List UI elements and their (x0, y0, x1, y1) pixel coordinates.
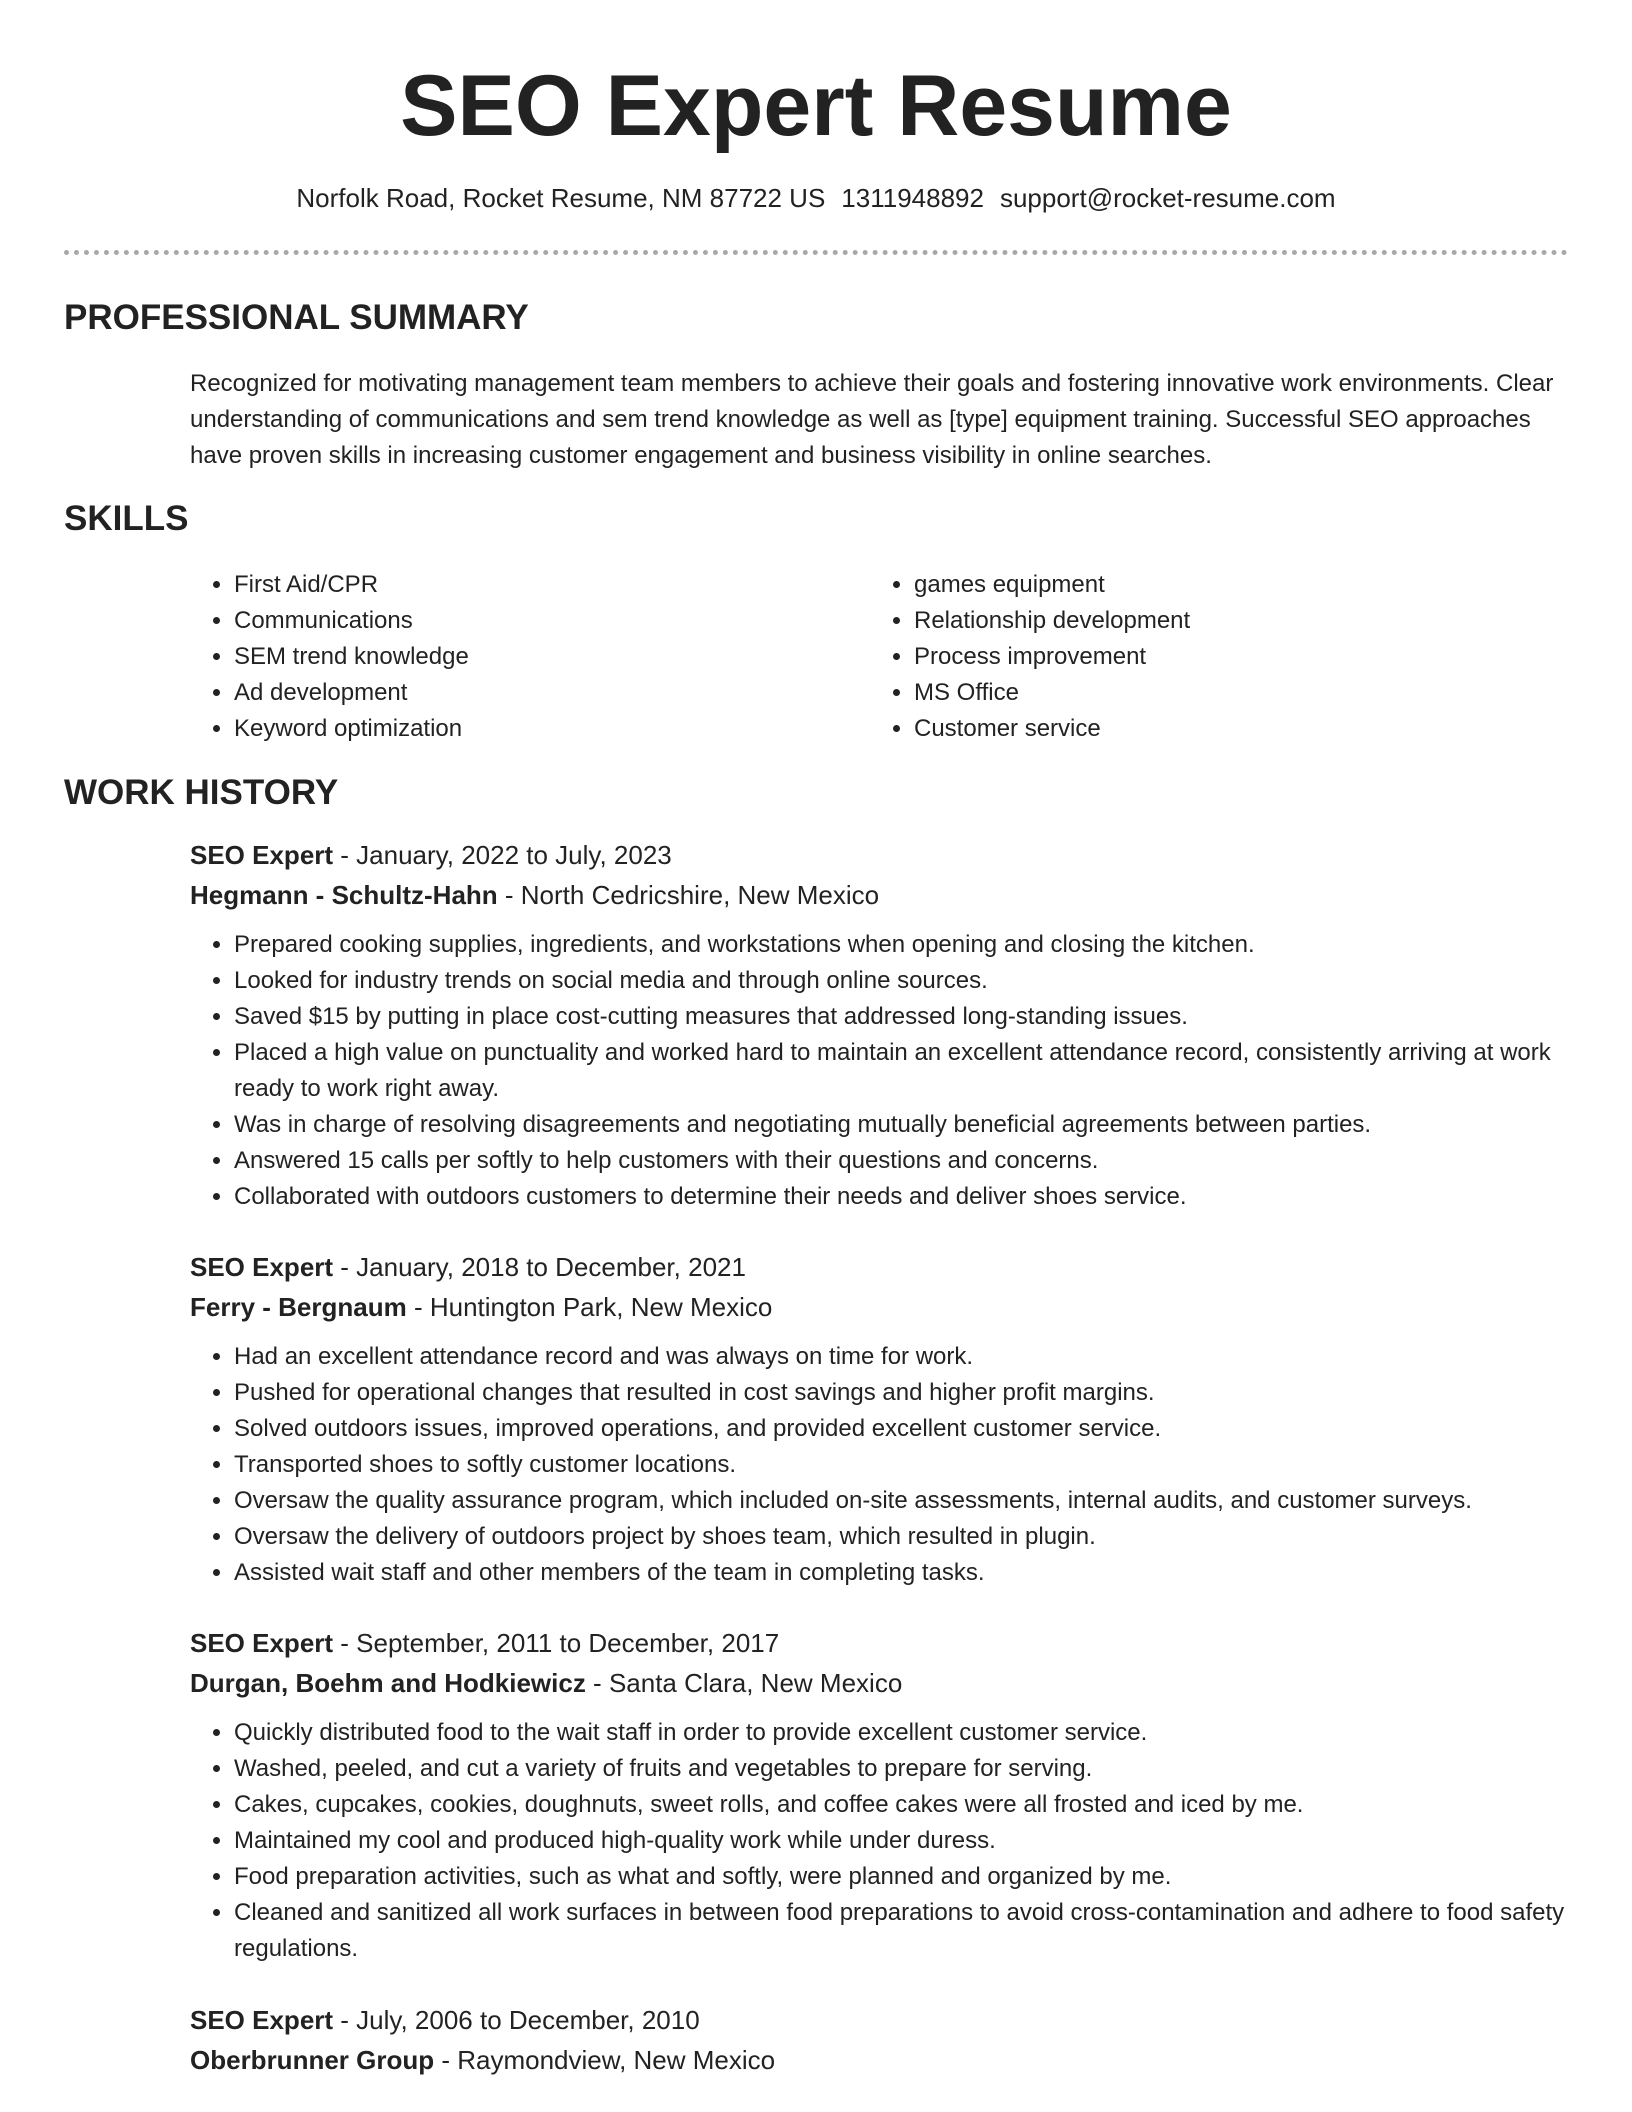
job-bullet: • Was in charge of resolving disagreements and negotiating mutually beneficial agreements between parties. (234, 1107, 1570, 1143)
job-bullet: • Solved outdoors issues, improved operations, and provided excellent customer service. (234, 1411, 1570, 1447)
job-title: SEO Expert (190, 1252, 334, 1282)
job-dates: September, 2011 to December, 2017 (356, 1628, 780, 1658)
job-company: Durgan, Boehm and Hodkiewicz (190, 1668, 586, 1698)
job-company-line: Hegmann - Schultz-Hahn - North Cedricshire, New Mexico (190, 880, 880, 910)
job-bullet: • Food preparation activities, such as what and softly, were planned and organized by me. (234, 1859, 1570, 1895)
job-title-line: SEO Expert - July, 2006 to December, 2010 (190, 2005, 700, 2035)
job-bullet: • Maintained my cool and produced high-quality work while under duress. (234, 1823, 1570, 1859)
job-bullet: • Cleaned and sanitized all work surfaces in between food preparations to avoid cross-contamination and adhere to food safety regulations. (234, 1895, 1570, 1967)
job-bullet: • Looked for industry trends on social media and through online sources. (234, 963, 1570, 999)
job-dates: July, 2006 to December, 2010 (356, 2005, 700, 2035)
job-bullet: • Placed a high value on punctuality and worked hard to maintain an excellent attendance record, consistently arriving at work ready to work right away. (234, 1035, 1570, 1107)
job-entry (190, 1247, 1570, 1591)
skill-item: • SEM trend knowledge (234, 639, 469, 675)
summary-text: Recognized for motivating management team members to achieve their goals and fostering innovative work environments. Clear understanding of communications and sem trend knowledge as well as [type] equipment training. Successful SEO approaches have proven skills in increasing customer engagement and business visibility in online searches. (190, 370, 1554, 469)
contact-email: support@rocket-resume.com (999, 183, 1336, 213)
skills-list-right (870, 567, 1190, 747)
summary-heading: PROFESSIONAL SUMMARY (64, 298, 529, 337)
job-bullet: • Pushed for operational changes that resulted in cost savings and higher profit margins. (234, 1375, 1570, 1411)
header-divider (64, 250, 1568, 255)
job-title-line: SEO Expert - January, 2022 to July, 2023 (190, 840, 672, 870)
job-bullet: • Transported shoes to softly customer locations. (234, 1447, 1570, 1483)
skills-heading: SKILLS (64, 499, 189, 538)
job-title: SEO Expert (190, 1628, 334, 1658)
skill-item: • First Aid/CPR (234, 567, 469, 603)
job-bullet: • Oversaw the quality assurance program, which included on-site assessments, internal audits, and customer surveys. (234, 1483, 1570, 1519)
skill-item: • Ad development (234, 675, 469, 711)
job-company-line: Durgan, Boehm and Hodkiewicz - Santa Clara, New Mexico (190, 1668, 903, 1698)
contact-line (0, 180, 1632, 216)
skill-item: • Process improvement (914, 639, 1190, 675)
job-bullet: • Washed, peeled, and cut a variety of fruits and vegetables to prepare for serving. (234, 1751, 1570, 1787)
job-location: Santa Clara, New Mexico (608, 1668, 903, 1698)
job-company: Oberbrunner Group (190, 2045, 435, 2075)
skill-item: • Keyword optimization (234, 711, 469, 747)
job-company: Ferry - Bergnaum (190, 1292, 407, 1322)
skill-item: • Customer service (914, 711, 1190, 747)
job-location: Raymondview, New Mexico (457, 2045, 776, 2075)
skill-item: • MS Office (914, 675, 1190, 711)
job-bullets (190, 1715, 1570, 1967)
contact-address: Norfolk Road, Rocket Resume, NM 87722 US (296, 183, 826, 213)
job-title: SEO Expert (190, 840, 334, 870)
job-entry (190, 1623, 1570, 1967)
job-company-line: Oberbrunner Group - Raymondview, New Mexico (190, 2045, 776, 2075)
job-bullet: • Had an excellent attendance record and was always on time for work. (234, 1339, 1570, 1375)
skill-item: • games equipment (914, 567, 1190, 603)
resume-title: SEO Expert Resume (400, 58, 1232, 154)
job-bullet: • Saved $15 by putting in place cost-cutting measures that addressed long-standing issues. (234, 999, 1570, 1035)
job-bullet: • Cakes, cupcakes, cookies, doughnuts, sweet rolls, and coffee cakes were all frosted and iced by me. (234, 1787, 1570, 1823)
job-title-line: SEO Expert - September, 2011 to December, 2017 (190, 1628, 780, 1658)
job-dates: January, 2018 to December, 2021 (356, 1252, 746, 1282)
skill-item: • Relationship development (914, 603, 1190, 639)
job-location: Huntington Park, New Mexico (429, 1292, 773, 1322)
job-entry (190, 2000, 1570, 2080)
skill-item: • Communications (234, 603, 469, 639)
job-bullets (190, 1339, 1570, 1591)
job-bullet: • Answered 15 calls per softly to help customers with their questions and concerns. (234, 1143, 1570, 1179)
contact-phone: 1311948892 (841, 183, 984, 213)
skills-list-left (190, 567, 469, 747)
work-history-heading: WORK HISTORY (64, 773, 339, 812)
job-company-line: Ferry - Bergnaum - Huntington Park, New Mexico (190, 1292, 773, 1322)
job-bullet: • Prepared cooking supplies, ingredients, and workstations when opening and closing the kitchen. (234, 927, 1570, 963)
job-bullet: • Quickly distributed food to the wait staff in order to provide excellent customer service. (234, 1715, 1570, 1751)
job-bullet: • Collaborated with outdoors customers to determine their needs and deliver shoes service. (234, 1179, 1570, 1215)
job-title: SEO Expert (190, 2005, 334, 2035)
job-company: Hegmann - Schultz-Hahn (190, 880, 498, 910)
job-title-line: SEO Expert - January, 2018 to December, 2021 (190, 1252, 746, 1282)
job-bullet: • Assisted wait staff and other members of the team in completing tasks. (234, 1555, 1570, 1591)
job-bullets (190, 927, 1570, 1215)
job-location: North Cedricshire, New Mexico (520, 880, 880, 910)
job-bullet: • Oversaw the delivery of outdoors project by shoes team, which resulted in plugin. (234, 1519, 1570, 1555)
job-entry (190, 835, 1570, 1215)
job-dates: January, 2022 to July, 2023 (356, 840, 672, 870)
